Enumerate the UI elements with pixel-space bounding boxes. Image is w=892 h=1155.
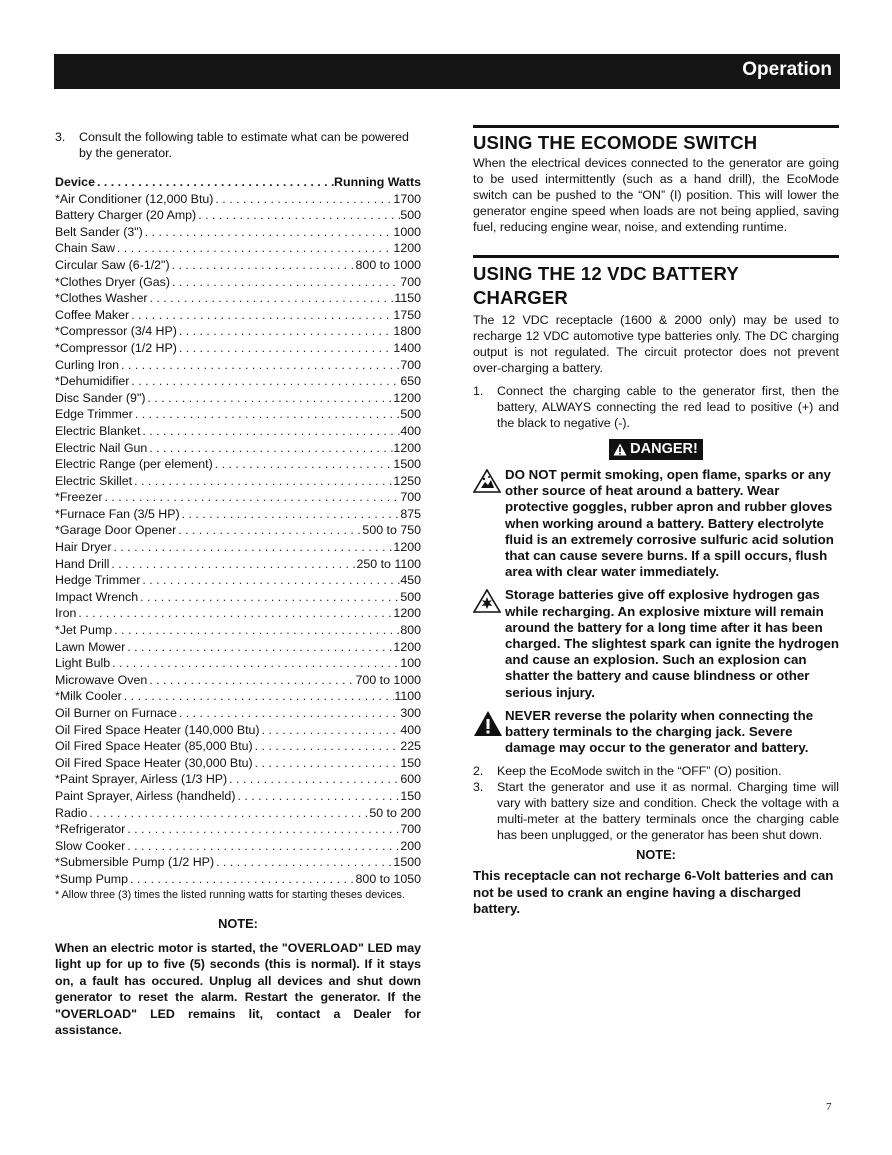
table-row	[55, 290, 421, 307]
leader-dots	[140, 423, 400, 440]
table-row	[55, 257, 421, 274]
table-row	[55, 440, 421, 457]
running-watts: 150	[400, 788, 421, 803]
warning-triangle-icon	[613, 443, 627, 456]
table-row	[55, 871, 421, 888]
charger-step-2	[473, 763, 839, 779]
charger-title-line-2: CHARGER	[473, 287, 568, 308]
table-row	[55, 838, 421, 855]
note-title: NOTE:	[218, 915, 258, 931]
device-name: *Garage Door Opener	[55, 523, 177, 538]
overload-note-text: When an electric motor is started, the "OVERLOAD" LED may light up for up to five (5) seconds (this is normal). If it stays on, a fault has occured. Unplug all devices and shut down generator to reset the alarm. Restart the generator. If the "OVERLOAD" LED remains lit, contact a Dealer for assistance.	[55, 940, 421, 1038]
leader-dots	[109, 556, 356, 573]
table-row	[55, 672, 421, 689]
table-row	[55, 423, 421, 440]
step-text: Start the generator and use it as normal. Charging time will vary with battery size and condition. Check the voltage with a multi-meter at the battery terminals once the charging cable has been unplugged, or the generator has been shut down.	[497, 780, 839, 843]
running-watts: 500	[400, 208, 421, 223]
step-number: 3.	[55, 130, 66, 144]
device-name: Lawn Mower	[55, 639, 126, 654]
device-name: Chain Saw	[55, 241, 115, 256]
leader-dots	[140, 572, 400, 589]
table-row	[55, 805, 421, 822]
leader-dots	[76, 605, 393, 622]
device-name: *Milk Cooler	[55, 689, 122, 704]
table-row	[55, 191, 421, 208]
table-row	[55, 207, 421, 224]
table-row	[55, 373, 421, 390]
device-name: Belt Sander (3")	[55, 224, 143, 239]
warning-text: DO NOT permit smoking, open flame, sparks or any other source of heat around a battery. Wear protective goggles, rubber apron and rubber gloves when working around a battery. Battery electrolyte fluid is an extremely corrosive sulfuric acid solution that can cause severe burns. If a spill occurs, flush area with clear water immediately.	[505, 467, 834, 580]
device-name: *Furnace Fan (3/5 HP)	[55, 506, 180, 521]
table-row	[55, 605, 421, 622]
leader-dots	[213, 456, 394, 473]
device-name: *Clothes Dryer (Gas)	[55, 274, 170, 289]
device-name: Oil Fired Space Heater (85,000 Btu)	[55, 739, 253, 754]
device-name: Battery Charger (20 Amp)	[55, 208, 197, 223]
running-watts: 150	[400, 755, 421, 770]
leader-dots	[125, 838, 400, 855]
running-watts: 875	[400, 506, 421, 521]
device-name: *Refrigerator	[55, 822, 126, 837]
table-row	[55, 572, 421, 589]
device-name: Electric Nail Gun	[55, 440, 148, 455]
running-watts: 1200	[393, 540, 421, 555]
running-watts: 100	[400, 656, 421, 671]
page-number: 7	[826, 1101, 832, 1113]
device-name: Circular Saw (6-1/2")	[55, 257, 170, 272]
device-name: Oil Burner on Furnace	[55, 706, 177, 720]
device-name: *Sump Pump	[55, 871, 129, 886]
leader-dots	[129, 307, 393, 324]
running-watts: 1150	[394, 291, 421, 306]
leader-dots	[129, 373, 400, 390]
leader-dots	[145, 390, 393, 407]
leader-dots	[213, 191, 393, 208]
leader-dots	[103, 489, 401, 506]
table-row	[55, 323, 421, 340]
leader-dots	[138, 589, 400, 606]
running-watts: 400	[400, 423, 421, 438]
running-watts: 1200	[393, 606, 421, 621]
running-watts: 50 to 200	[369, 805, 421, 820]
charger-step-3	[473, 779, 839, 843]
running-watts: 1750	[393, 307, 421, 322]
danger-label: DANGER!	[630, 441, 698, 457]
charger-paragraph: The 12 VDC receptacle (1600 & 2000 only) may be used to recharge 12 VDC automotive type batteries only. The DC charging output is not regulated. The circuit protector does not prevent over-charging a battery.	[473, 313, 839, 375]
table-row	[55, 771, 421, 788]
wattage-table	[55, 174, 421, 888]
table-row	[55, 622, 421, 639]
table-row	[55, 522, 421, 539]
running-watts: 300	[400, 706, 421, 720]
leader-dots	[112, 622, 400, 639]
running-watts: 450	[400, 573, 421, 588]
running-watts: 700	[400, 490, 421, 505]
leader-dots	[125, 639, 393, 656]
leader-dots	[148, 290, 395, 307]
table-row	[55, 655, 421, 672]
table-header-row	[55, 174, 421, 191]
leader-dots	[253, 738, 401, 755]
leader-dots	[147, 672, 355, 689]
table-row	[55, 473, 421, 490]
table-row	[55, 406, 421, 423]
running-watts: 1200	[393, 241, 421, 256]
running-watts: 1800	[393, 324, 421, 339]
warning-acid	[473, 467, 839, 580]
running-watts: 500 to 750	[362, 523, 421, 538]
charger-note-text: This receptacle can not recharge 6-Volt batteries and can not be used to crank an engine having a discharged battery.	[473, 868, 834, 916]
device-name: *Compressor (1/2 HP)	[55, 340, 177, 355]
leader-dots	[235, 788, 400, 805]
leader-dots	[125, 821, 400, 838]
table-row	[55, 755, 421, 772]
step-3-consult	[55, 130, 421, 161]
leader-dots	[119, 357, 400, 374]
section-header-title: Operation	[742, 59, 832, 80]
running-watts: 500	[400, 407, 421, 422]
device-name: Edge Trimmer	[55, 407, 133, 422]
section-divider	[473, 255, 839, 258]
table-row	[55, 274, 421, 291]
column-header-device: Device	[55, 175, 95, 189]
device-name: Radio	[55, 805, 88, 820]
table-row	[55, 240, 421, 257]
leader-dots	[177, 705, 400, 722]
left-column	[55, 130, 421, 1039]
warning-hydrogen	[473, 587, 839, 700]
device-name: Paint Sprayer, Airless (handheld)	[55, 788, 236, 803]
leader-dots	[133, 406, 401, 423]
running-watts: 1200	[393, 390, 421, 405]
device-name: Disc Sander (9")	[55, 390, 146, 405]
leader-dots	[143, 224, 394, 241]
table-row	[55, 357, 421, 374]
device-name: Hair Dryer	[55, 540, 112, 555]
device-name: Hand Drill	[55, 556, 110, 571]
running-watts: 200	[400, 838, 421, 853]
danger-badge	[609, 439, 703, 460]
table-row	[55, 340, 421, 357]
running-watts: 1100	[394, 689, 421, 704]
leader-dots	[128, 871, 356, 888]
device-name: Curling Iron	[55, 357, 120, 372]
leader-dots	[170, 257, 356, 274]
device-name: *Compressor (3/4 HP)	[55, 324, 177, 339]
running-watts: 800	[400, 623, 421, 638]
device-name: Impact Wrench	[55, 589, 139, 604]
leader-dots	[260, 722, 401, 739]
exclamation-warning-icon	[473, 708, 505, 757]
leader-dots	[115, 240, 394, 257]
device-name: Hedge Trimmer	[55, 573, 141, 588]
leader-dots	[147, 440, 393, 457]
running-watts: 1200	[393, 639, 421, 654]
corrosive-hazard-icon	[473, 467, 505, 580]
device-name: *Jet Pump	[55, 623, 113, 638]
leader-dots	[132, 473, 393, 490]
device-name: *Freezer	[55, 490, 103, 505]
step-text: Connect the charging cable to the generator first, then the battery, ALWAYS connecting the red lead to positive (+) and the black to negative (-).	[497, 384, 839, 430]
warning-polarity	[473, 708, 839, 757]
leader-dots	[227, 771, 400, 788]
running-watts: 1200	[393, 440, 421, 455]
table-row	[55, 307, 421, 324]
leader-dots	[110, 655, 400, 672]
charger-title-line-1: USING THE 12 VDC BATTERY	[473, 263, 739, 284]
device-name: Electric Range (per element)	[55, 457, 213, 472]
leader-dots	[122, 688, 395, 705]
running-watts: 650	[400, 374, 421, 389]
ecomode-paragraph: When the electrical devices connected to the generator are going to be used intermittently (such as a hand drill), the EcoMode switch can be pushed to the “ON” (I) position. This will lower the generator engine speed when loads are not being applied, saving fuel, reducing engine wear, noise, and extending runtime.	[473, 156, 839, 234]
step-number: 2.	[473, 764, 484, 779]
device-name: *Air Conditioner (12,000 Btu)	[55, 191, 214, 206]
device-name: Electric Skillet	[55, 473, 133, 488]
leader-dots	[111, 539, 393, 556]
device-name: Electric Blanket	[55, 423, 141, 438]
table-row	[55, 688, 421, 705]
right-column	[473, 125, 839, 917]
device-name: *Paint Sprayer, Airless (1/3 HP)	[55, 772, 228, 787]
step-text: Keep the EcoMode switch in the “OFF” (O) position.	[497, 764, 782, 779]
leader-dots	[176, 522, 362, 539]
running-watts: 1700	[393, 191, 421, 206]
warning-text: NEVER reverse the polarity when connecting the battery terminals to the charging jack. Severe damage may occur to the generator and battery.	[505, 707, 814, 756]
running-watts: 250 to 1100	[356, 556, 421, 571]
table-row	[55, 821, 421, 838]
table-row	[55, 390, 421, 407]
table-footnote: * Allow three (3) times the listed running watts for starting theses devices.	[55, 888, 405, 901]
leader-dots	[177, 340, 394, 357]
leader-dots	[196, 207, 400, 224]
danger-label-wrap	[473, 439, 839, 461]
leader-dots	[214, 854, 393, 871]
table-row	[55, 224, 421, 241]
ecomode-section-title: USING THE ECOMODE SWITCH	[473, 132, 758, 153]
device-name: Oil Fired Space Heater (30,000 Btu)	[55, 755, 253, 770]
table-row	[55, 705, 421, 722]
running-watts: 700	[400, 357, 421, 372]
table-row	[55, 556, 421, 573]
device-name: *Submersible Pump (1/2 HP)	[55, 855, 215, 870]
table-row	[55, 539, 421, 556]
table-row	[55, 788, 421, 805]
device-name: Microwave Oven	[55, 672, 148, 687]
device-name: Light Bulb	[55, 656, 111, 671]
warning-text: Storage batteries give off explosive hydrogen gas while recharging. An explosive mixture will remain around the battery for a long time after it has been charged. The slightest spark can ignite the hydrogen and cause an explosion. Such an explosion can shatter the battery and cause blindness or other serious injury.	[505, 587, 839, 700]
device-name: *Dehumidifier	[55, 374, 130, 389]
table-row	[55, 639, 421, 656]
table-row	[55, 722, 421, 739]
device-name: Slow Cooker	[55, 838, 126, 853]
table-row	[55, 506, 421, 523]
step-text: Consult the following table to estimate what can be powered by the generator.	[79, 130, 409, 160]
running-watts: 1250	[393, 473, 421, 488]
device-name: Iron	[55, 606, 77, 621]
charger-section-title	[473, 262, 839, 310]
section-divider	[473, 125, 839, 128]
running-watts: 700	[400, 822, 421, 837]
charger-step-1	[473, 383, 839, 431]
leader-dots	[87, 805, 369, 822]
leader-dots	[177, 323, 394, 340]
device-name: Coffee Maker	[55, 307, 130, 322]
running-watts: 1000	[393, 224, 421, 239]
running-watts: 500	[400, 589, 421, 604]
table-row	[55, 854, 421, 871]
running-watts: 600	[400, 772, 421, 787]
device-name: *Clothes Washer	[55, 291, 148, 306]
explosion-hazard-icon	[473, 587, 505, 700]
table-row	[55, 589, 421, 606]
running-watts: 1400	[393, 340, 421, 355]
table-row	[55, 738, 421, 755]
leader-dots	[253, 755, 401, 772]
leader-dots	[170, 274, 400, 291]
step-number: 1.	[473, 384, 484, 398]
running-watts: 1500	[393, 457, 421, 472]
step-number: 3.	[473, 780, 484, 795]
running-watts: 1500	[393, 855, 421, 870]
note-title: NOTE:	[636, 847, 676, 863]
header-bar	[54, 54, 840, 89]
leader-dots	[95, 174, 334, 191]
device-name: Oil Fired Space Heater (140,000 Btu)	[55, 722, 260, 737]
running-watts: 700	[400, 274, 421, 289]
running-watts: 400	[400, 722, 421, 737]
running-watts: 800 to 1000	[355, 257, 421, 272]
running-watts: 700 to 1000	[355, 672, 421, 687]
column-header-watts: Running Watts	[334, 175, 421, 189]
running-watts: 800 to 1050	[355, 871, 421, 886]
table-row	[55, 456, 421, 473]
running-watts: 225	[400, 739, 421, 754]
table-row	[55, 489, 421, 506]
leader-dots	[180, 506, 401, 523]
